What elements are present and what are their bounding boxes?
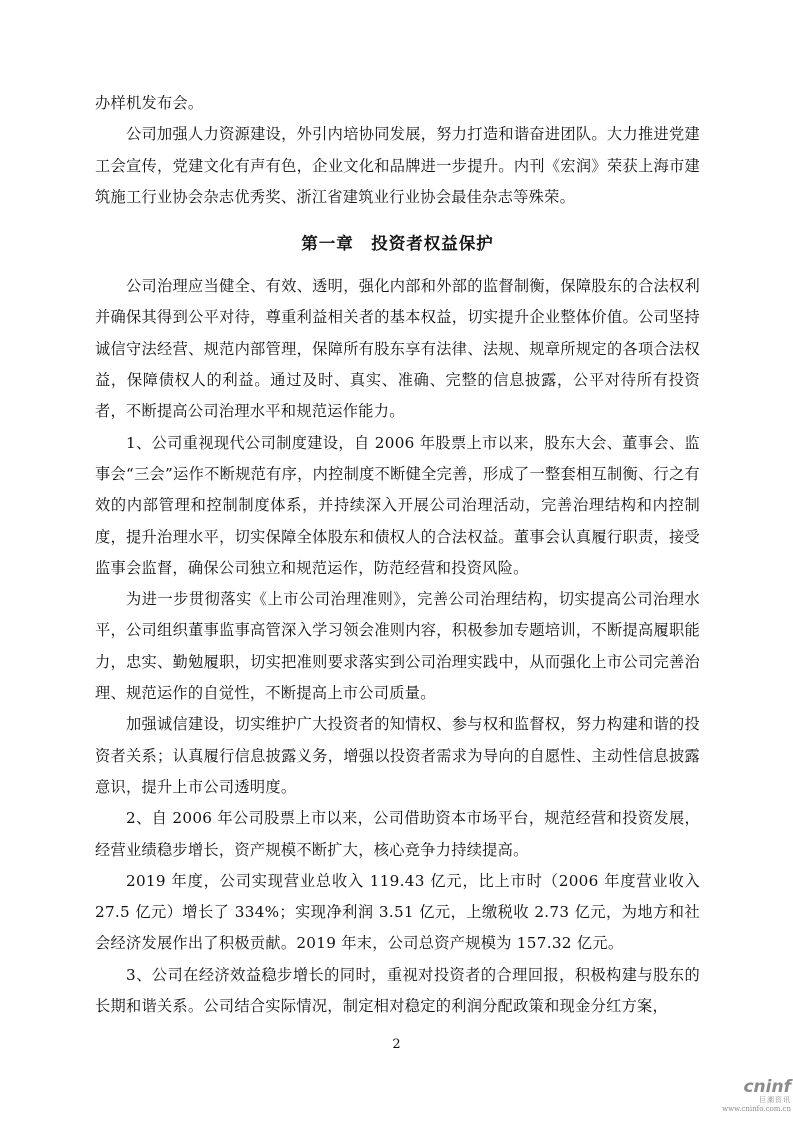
paragraph: 1、公司重视现代公司制度建设，自 2006 年股票上市以来，股东大会、董事会、监事会“三会”运作不断规范有序，内控制度不断健全完善，形成了一整套相互制衡、行之有效的内部管理和控制制度体系，并持续深入开展公司治理活动，完善治理结构和内控制度，提升治理水平，切实保障全体股东和债权人的合法权益。董事会认真履行职责，接受监事会监督，确保公司独立和规范运作，防范经营和投资风险。 xyxy=(95,433,700,577)
cninfo-watermark-logo xyxy=(715,1078,791,1113)
chapter-title: 第一章 投资者权益保护 xyxy=(301,234,494,254)
paragraph: 2、自 2006 年公司股票上市以来，公司借助资本市场平台，规范经营和投资发展，经营业绩稳步增长，资产规模不断扩大，核心竞争力持续提高。 xyxy=(95,809,700,859)
document-body xyxy=(95,88,700,1022)
logo-brand: cninf xyxy=(743,1077,791,1097)
logo-url: www.cninfo.com.cn xyxy=(722,1105,791,1113)
paragraph: 2019 年度，公司实现营业总收入 119.43 亿元，比上市时（2006 年度营业收入 27.5 亿元）增长了 334%；实现净利润 3.51 亿元，上缴税收 2.73 亿元，为地方和社会经济发展作出了积极贡献。2019 年末，公司总资产规模为 157.32 亿元。 xyxy=(95,871,700,953)
page-number: 2 xyxy=(392,1037,401,1052)
paragraph: 为进一步贯彻落实《上市公司治理准则》，完善公司治理结构，切实提高公司治理水平，公司组织董事监事高管深入学习领会准则内容，积极参加专题培训，不断提高履职能力，忠实、勤勉履职，切实把准则要求落实到公司治理实践中，从而强化上市公司完善治理、规范运作的自觉性，不断提高上市公司质量。 xyxy=(95,590,700,703)
paragraph: 公司治理应当健全、有效、透明，强化内部和外部的监督制衡，保障股东的合法权利并确保其得到公平对待，尊重利益相关者的基本权益，切实提升企业整体价值。公司坚持诚信守法经营、规范内部管理，保障所有股东享有法律、法规、规章所规定的各项合法权益，保障债权人的利益。通过及时、真实、准确、完整的信息披露，公平对待所有投资者，不断提高公司治理水平和规范运作能力。 xyxy=(95,277,700,421)
paragraph: 办样机发布会。 xyxy=(95,94,204,112)
paragraph: 加强诚信建设，切实维护广大投资者的知情权、参与权和监督权，努力构建和谐的投资者关系；认真履行信息披露义务，增强以投资者需求为导向的自愿性、主动性信息披露意识，提升上市公司透明度。 xyxy=(95,715,700,796)
paragraph: 公司加强人力资源建设，外引内培协同发展，努力打造和谐奋进团队。大力推进党建工会宣传，党建文化有声有色，企业文化和品牌进一步提升。内刊《宏润》荣获上海市建筑施工行业协会杂志优秀奖、浙江省建筑业行业协会最佳杂志等殊荣。 xyxy=(95,125,700,206)
paragraph: 3、公司在经济效益稳步增长的同时，重视对投资者的合理回报，积极构建与股东的长期和谐关系。公司结合实际情况，制定相对稳定的利润分配政策和现金分红方案， xyxy=(95,965,700,1016)
logo-chinese: 巨潮资讯 xyxy=(759,1096,791,1104)
